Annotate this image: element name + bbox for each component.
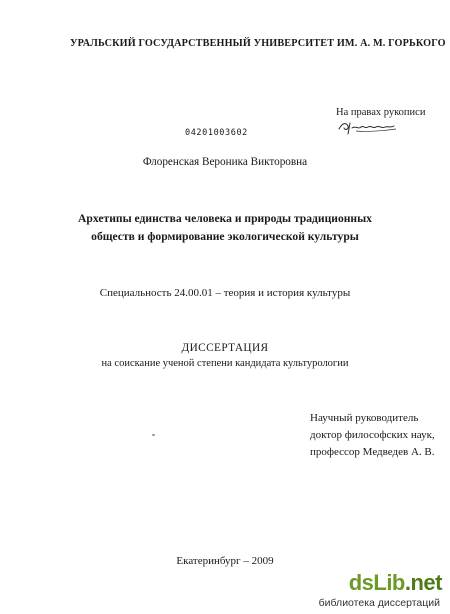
watermark-subtitle: библиотека диссертаций: [318, 597, 440, 609]
watermark[interactable]: [318, 568, 450, 614]
thesis-title-line-1: Архетипы единства человека и природы традиционных: [78, 212, 372, 225]
scan-speck: [152, 434, 155, 436]
specialty-line: Специальность 24.00.01 – теория и история культуры: [99, 287, 351, 299]
dissertation-label: ДИССЕРТАЦИЯ: [181, 342, 269, 354]
degree-line: на соискание ученой степени кандидата культурологии: [101, 358, 349, 369]
author-name: Флоренская Вероника Викторовна: [142, 156, 308, 168]
city-year: Екатеринбург – 2009: [176, 555, 274, 567]
catalog-code: 04201003602: [185, 128, 248, 138]
advisor-role: Научный руководитель: [310, 412, 419, 424]
advisor-name: профессор Медведев А. В.: [310, 446, 435, 458]
watermark-logo: [349, 572, 442, 594]
watermark-logo-main: dsLib: [348, 570, 405, 595]
signature-icon: [336, 117, 406, 137]
watermark-logo-tld: .net: [404, 570, 442, 595]
thesis-title-line-2: обществ и формирование экологической культуры: [91, 230, 359, 243]
advisor-degree: доктор философских наук,: [310, 429, 435, 441]
university-heading: УРАЛЬСКИЙ ГОСУДАРСТВЕННЫЙ УНИВЕРСИТЕТ ИМ. А. М. ГОРЬКОГО: [70, 38, 446, 49]
manuscript-rights-note: На правах рукописи: [336, 107, 426, 118]
